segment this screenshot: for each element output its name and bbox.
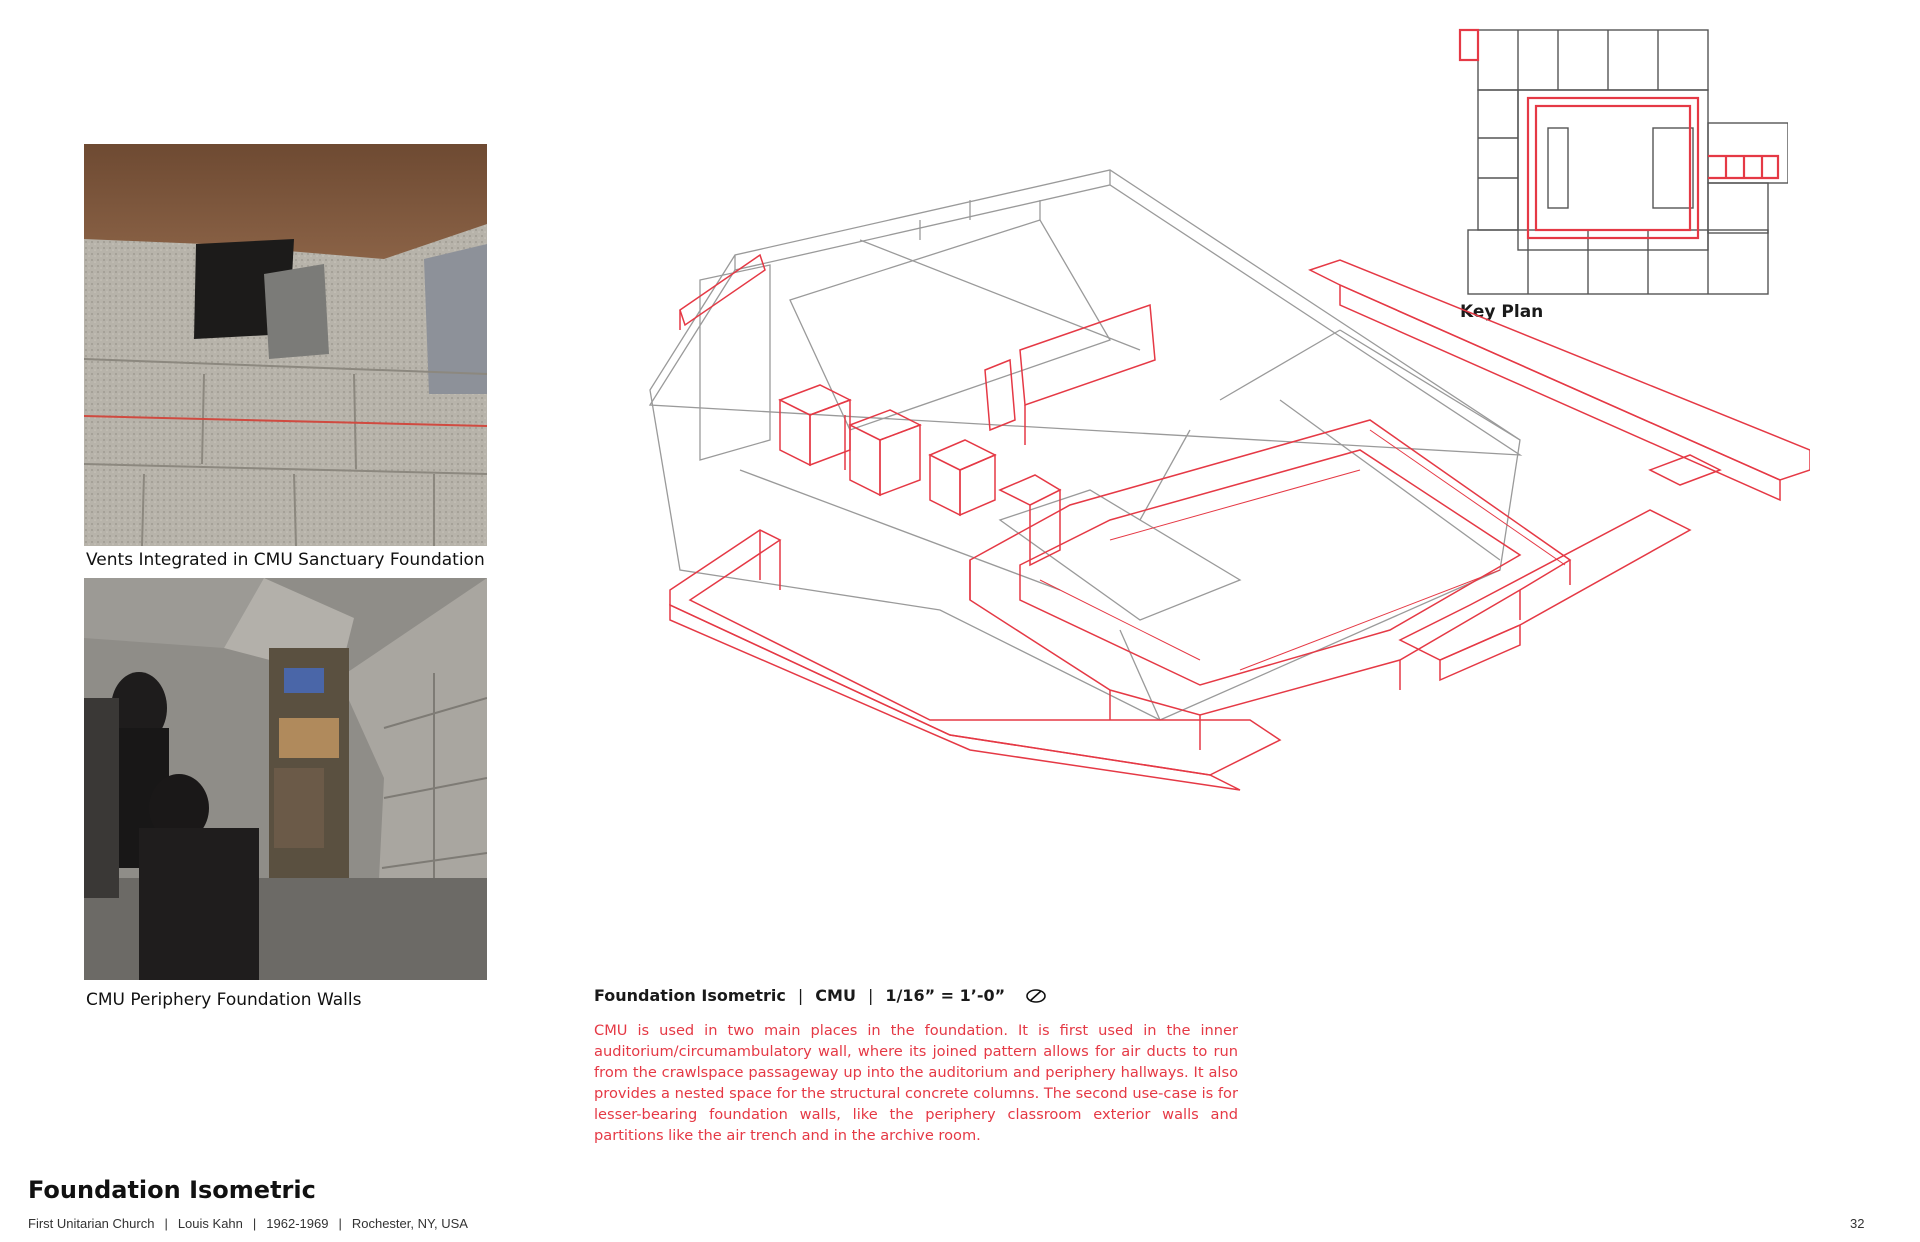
page-number: 32 bbox=[1850, 1216, 1865, 1231]
architect-name: Louis Kahn bbox=[177, 1216, 243, 1231]
project-meta bbox=[28, 1216, 468, 1231]
separator: | bbox=[164, 1216, 168, 1231]
photo-bottom-caption: CMU Periphery Foundation Walls bbox=[86, 990, 362, 1010]
separator: | bbox=[867, 986, 874, 1005]
foundation-isometric-drawing bbox=[640, 160, 1810, 940]
building-name: First Unitarian Church bbox=[28, 1216, 155, 1231]
page-title: Foundation Isometric bbox=[28, 1176, 316, 1204]
project-years: 1962-1969 bbox=[266, 1216, 329, 1231]
figure-caption bbox=[594, 986, 1047, 1005]
photo-top-caption: Vents Integrated in CMU Sanctuary Foundation bbox=[86, 550, 485, 570]
figure-scale: 1/16” = 1’-0” bbox=[885, 986, 1006, 1005]
separator: | bbox=[338, 1216, 342, 1231]
photo-periphery-walls bbox=[84, 578, 487, 980]
figure-description: CMU is used in two main places in the foundation. It is first used in the inner auditorium/circumambulatory wall, where its joined pattern allows for air ducts to run from the crawlspace passageway up into the auditorium and periphery hallways. It also provides a nested space for the structural concrete columns. The second use-case is for lesser-bearing foundation walls, like the periphery classroom exterior walls and partitions like the air trench and in the archive room. bbox=[594, 1022, 1238, 1144]
key-plan-label: Key Plan bbox=[1460, 302, 1544, 322]
photo-vents-cmu bbox=[84, 144, 487, 546]
project-location: Rochester, NY, USA bbox=[351, 1216, 468, 1231]
figure-title: Foundation Isometric bbox=[594, 986, 786, 1005]
north-arrow-icon bbox=[1025, 988, 1047, 1004]
separator: | bbox=[252, 1216, 257, 1231]
figure-material: CMU bbox=[815, 986, 856, 1005]
separator: | bbox=[797, 986, 804, 1005]
